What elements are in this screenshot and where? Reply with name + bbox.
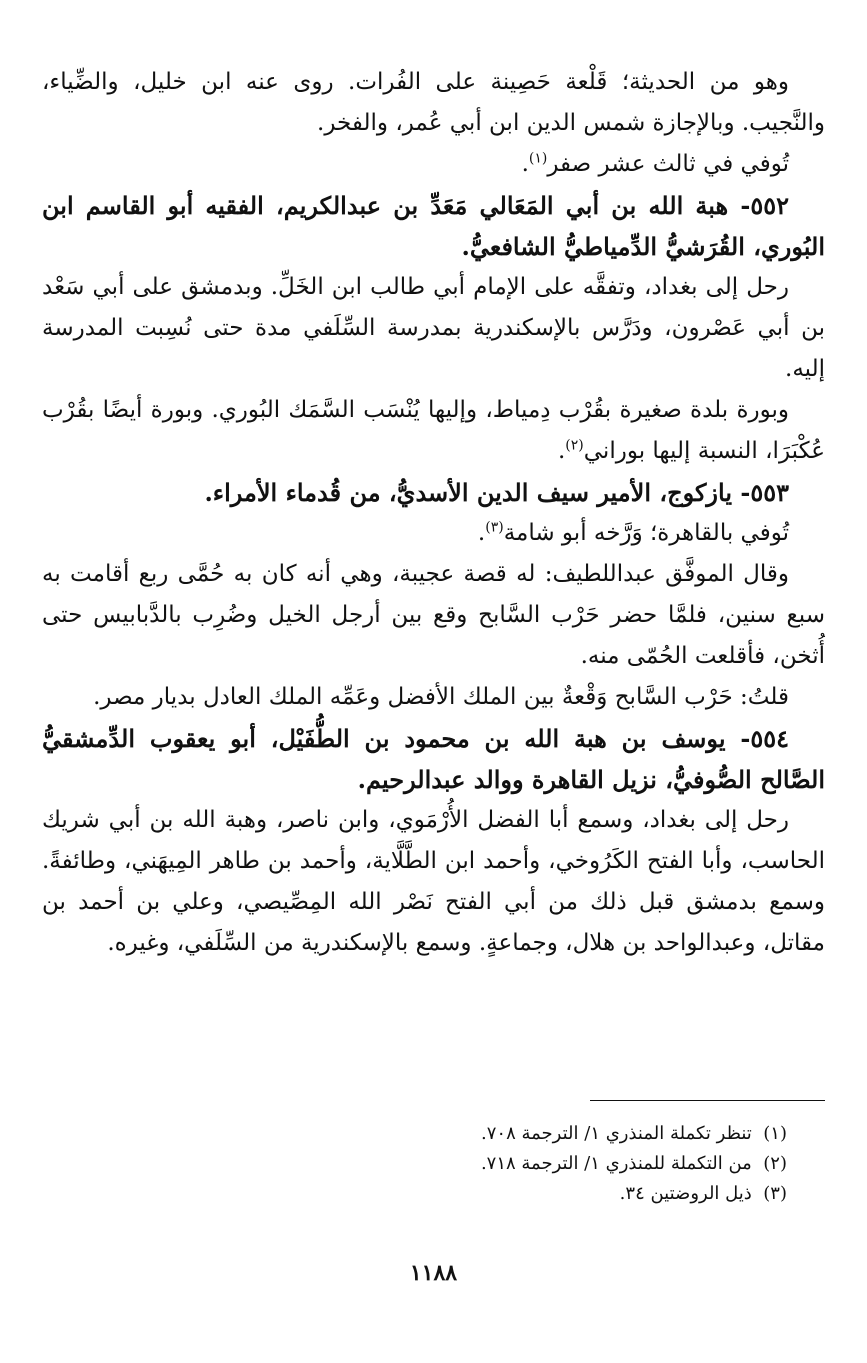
paragraph <box>42 390 825 472</box>
page-number: ١١٨٨ <box>409 1260 458 1286</box>
footnote <box>42 1149 787 1179</box>
paragraph-end: . <box>477 520 486 546</box>
paragraph: وهو من الحديثة؛ قَلْعة حَصِينة على الفُرات. روى عنه ابن خليل، والضِّياء، والنَّجيب. وبالإجازة شمس الدين ابن أبي عُمر، والفخر. <box>42 69 825 136</box>
paragraph <box>42 144 825 185</box>
footnote-number: (١) <box>763 1123 787 1144</box>
paragraph <box>42 513 825 554</box>
paragraph-end: . <box>521 151 529 177</box>
footnote-ref: (١) <box>528 150 548 167</box>
paragraph: رحل إلى بغداد، وسمع أبا الفضل الأُرْمَوي، وابن ناصر، وهبة الله بن أبي شريك الحاسب، وأبا الفتح الكَرُوخي، وأحمد ابن الطَّلَّاية، وأحمد بن طاهر المِيهَني، وطائفةً. وسمع بدمشق قبل ذلك من أبي الفتح نَصْر الله المِصِّيصي، وعلي بن أحمد بن مقاتل، وعبدالواحد بن هلال، وجماعةٍ. وسمع بالإسكندرية من السِّلَفي، وغيره. <box>42 807 825 956</box>
footnote-ref: (٢) <box>565 437 584 454</box>
paragraph-end: . <box>557 438 566 464</box>
paragraph-text: تُوفي في ثالث عشر صفر <box>547 151 789 177</box>
paragraph: وقال الموفَّق عبداللطيف: له قصة عجيبة، وهي أنه كان به حُمَّى ربع أقامت به سبع سنين، فلمَّا حضر حَرْب السَّابح وقع بين أرجل الخيل وضُرِب بالدَّبابيس حتى أُثخن، فأقلعت الحُمّى منه. <box>42 561 825 669</box>
footnotes <box>42 1119 787 1209</box>
paragraph-text: تُوفي بالقاهرة؛ وَرَّخه أبو شامة <box>503 520 789 546</box>
entry-heading-553: ٥٥٣- يازكوج، الأمير سيف الدين الأسديُّ، من قُدماء الأمراء. <box>204 478 789 507</box>
footnote-text: ذيل الروضتين ٣٤. <box>619 1183 752 1204</box>
paragraph: رحل إلى بغداد، وتفقَّه على الإمام أبي طالب ابن الخَلِّ. وبدمشق على أبي سَعْد بن أبي عَصْرون، ودَرَّس بالإسكندرية بمدرسة السِّلَفي مدة حتى نُسِبت المدرسة إليه. <box>42 274 825 382</box>
footnote <box>42 1119 787 1149</box>
footnote-text: تنظر تكملة المنذري ١/ الترجمة ٧٠٨. <box>481 1123 752 1144</box>
footnote-number: (٢) <box>763 1153 787 1174</box>
footnote-ref: (٣) <box>485 519 504 536</box>
entry-heading-554: ٥٥٤- يوسف بن هبة الله بن محمود بن الطُّفَيْل، أبو يعقوب الدِّمشقيُّ الصَّالح الصُّوفيُّ، نزيل القاهرة ووالد عبدالرحيم. <box>42 724 825 794</box>
main-text <box>42 62 825 964</box>
footnote-divider <box>590 1100 825 1101</box>
paragraph-text: وبورة بلدة صغيرة بقُرْب دِمياط، وإليها يُنْسَب السَّمَك البُوري. وبورة أيضًا بقُرْب عُكْبَرَا، النسبة إليها بوراني <box>42 397 825 464</box>
footnote-text: من التكملة للمنذري ١/ الترجمة ٧١٨. <box>480 1153 752 1174</box>
footnote <box>42 1179 787 1209</box>
footnote-number: (٣) <box>763 1183 787 1204</box>
entry-heading-552: ٥٥٢- هبة الله بن أبي المَعَالي مَعَدِّ بن عبدالكريم، الفقيه أبو القاسم ابن البُوري، القُرَشيُّ الدِّمياطيُّ الشافعيُّ. <box>42 191 825 261</box>
paragraph: قلتُ: حَرْب السَّابح وَقْعةٌ بين الملك الأفضل وعَمِّه الملك العادل بديار مصر. <box>93 684 789 710</box>
